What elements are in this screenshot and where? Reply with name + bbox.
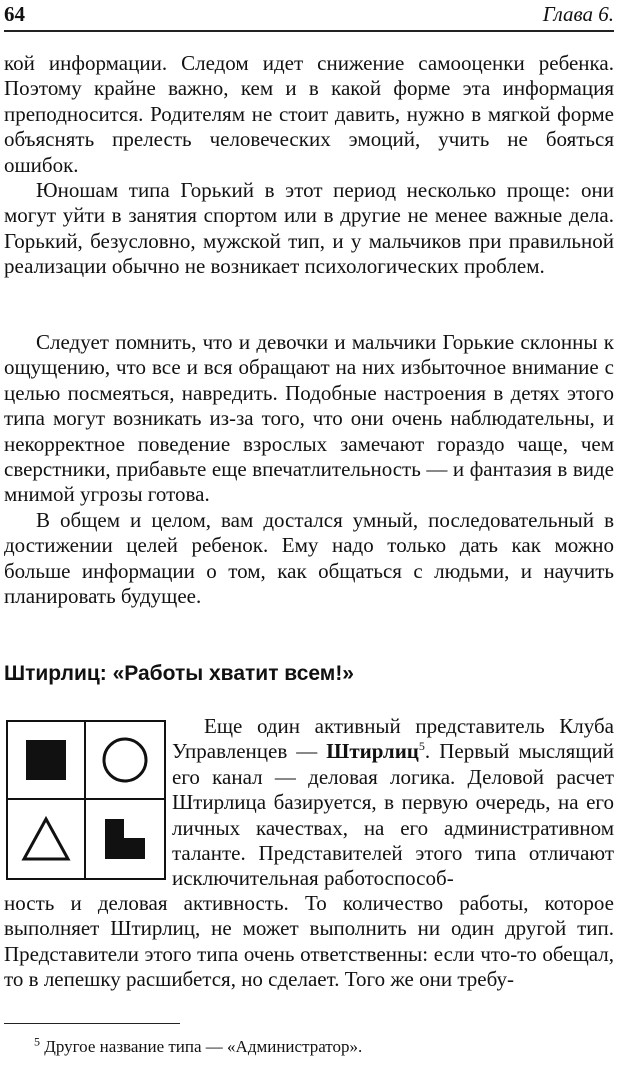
footnote-divider (4, 1023, 180, 1024)
paragraph-2: Юношам типа Горький в этот период несколько проще: они могут уйти в занятия спортом или в другие не менее важные дела. Горький, безусловно, мужской тип, и у мальчиков при правильной реализации обычно не возникает психологических проблем. (4, 178, 614, 279)
intro-text-before: Еще один активный представитель Клуба Управленцев — (172, 714, 614, 764)
intro-text-after: . Первый мыслящий его канал — деловая логика. Деловой расчет Штирлица базируется, в первую очередь, на его личных качествах, на его административном таланте. Представителей этого типа отличают исключительная работоспособ- (172, 739, 614, 891)
footnote-mark: 5 (34, 1034, 40, 1049)
symbol-cell-bottom-right (86, 800, 164, 878)
section-intro-paragraph (172, 714, 614, 892)
section-continuation-paragraph: ность и деловая активность. То количество работы, которое выполняет Штирлиц, не может выполнить ни один другой тип. Представители этого типа очень ответственны: если что-то обещал, то в лепешку расшибется, но сделает. Того же они требу- (4, 891, 614, 992)
type-name-shtirlits: Штирлиц (326, 739, 419, 764)
triangle-icon (21, 816, 71, 862)
paragraph-3: Следует помнить, что и девочки и мальчики Горькие склонны к ощущению, что все и вся обращают на них избыточное внимание с целью посмеяться, навредить. Подобные настроения в детях этого типа могут возникать из-за того, что они очень наблюдательны, и некорректное поведение взрослых замечают гораздо чаще, чем сверстники, прибавьте еще впечатлительность — и фантазия в виде мнимой угрозы готова. (4, 330, 614, 507)
paragraph-4: В общем и целом, вам достался умный, последовательный в достижении целей ребенок. Ему надо только дать как можно больше информации о том, как общаться с людьми, и научить планировать будущее. (4, 508, 614, 609)
filled-square-icon (24, 738, 68, 782)
footnote-reference: 5 (418, 739, 425, 754)
footnote-text: Другое название типа — «Администратор». (44, 1037, 363, 1056)
symbol-cell-bottom-left (8, 800, 86, 878)
filled-l-shape-icon (102, 816, 148, 862)
running-title: Глава 6. (542, 2, 614, 26)
page-number: 64 (4, 2, 25, 26)
paragraph-1: кой информации. Следом идет снижение самооценки ребенка. Поэтому крайне важно, кем и в какой форме эта информация преподносится. Родителям не стоит давить, нужно в мягкой форме объяснять прелесть человеческих эмоций, учить не бояться ошибок. (4, 51, 614, 177)
symbol-cell-top-right (86, 722, 164, 800)
footnote (34, 1036, 362, 1058)
page-header (4, 0, 614, 32)
symbol-cell-top-left (8, 722, 86, 800)
type-symbol-grid (6, 720, 166, 880)
section-heading: Штирлиц: «Работы хватит всем!» (4, 662, 354, 685)
circle-icon (100, 735, 150, 785)
